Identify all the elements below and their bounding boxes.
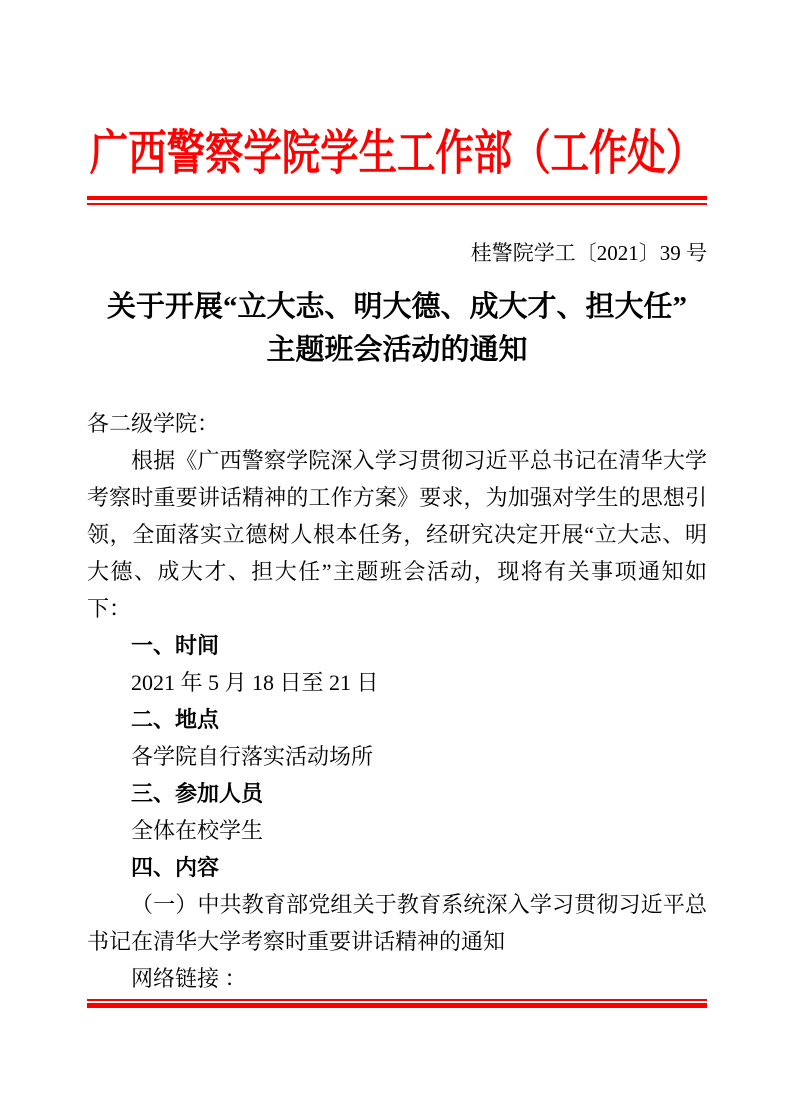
- notice-title-line1: 关于开展“立大志、明大德、成大才、担大任”: [106, 291, 687, 323]
- footer-divider: [87, 999, 707, 1008]
- link-label: 网络链接 ：: [131, 966, 247, 991]
- section-content-location: 各学院自行落实活动场所: [131, 744, 374, 769]
- letterhead-title: 广西警察学院学生工作部（工作处）: [89, 127, 705, 180]
- letterhead-rule-thin: [87, 203, 707, 205]
- section-heading-time: 一、时间: [131, 633, 220, 658]
- notice-body: [87, 405, 707, 997]
- section-content-time: 2021 年 5 月 18 日至 21 日: [131, 670, 379, 695]
- salutation: 各二级学院：: [87, 411, 220, 436]
- intro-paragraph: 根据《广西警察学院深入学习贯彻习近平总书记在清华大学考察时重要讲话精神的工作方案》要求，为加强对学生的思想引领，全面落实立德树人根本任务，经研究决定开展“立大志、明大德、成大才、担大任”主题班会活动，现将有关事项通知如下：: [87, 448, 707, 621]
- notice-title: [0, 286, 794, 372]
- notice-title-line2: 主题班会活动的通知: [266, 334, 528, 366]
- section-content-content: （一）中共教育部党组关于教育系统深入学习贯彻习近平总书记在清华大学考察时重要讲话精神的通知: [87, 892, 707, 954]
- letterhead: [0, 0, 794, 180]
- doc-number: 桂警院学工〔2021〕39 号: [470, 241, 707, 265]
- section-heading-location: 二、地点: [131, 707, 220, 732]
- letterhead-rule-thick: [87, 196, 707, 200]
- section-heading-participants: 三、参加人员: [131, 781, 264, 806]
- section-heading-content: 四、内容: [131, 855, 220, 880]
- letterhead-divider: [87, 196, 707, 205]
- footer-rule-thin: [87, 999, 707, 1001]
- section-content-participants: 全体在校学生: [131, 818, 264, 843]
- footer-rule-thick: [87, 1003, 707, 1008]
